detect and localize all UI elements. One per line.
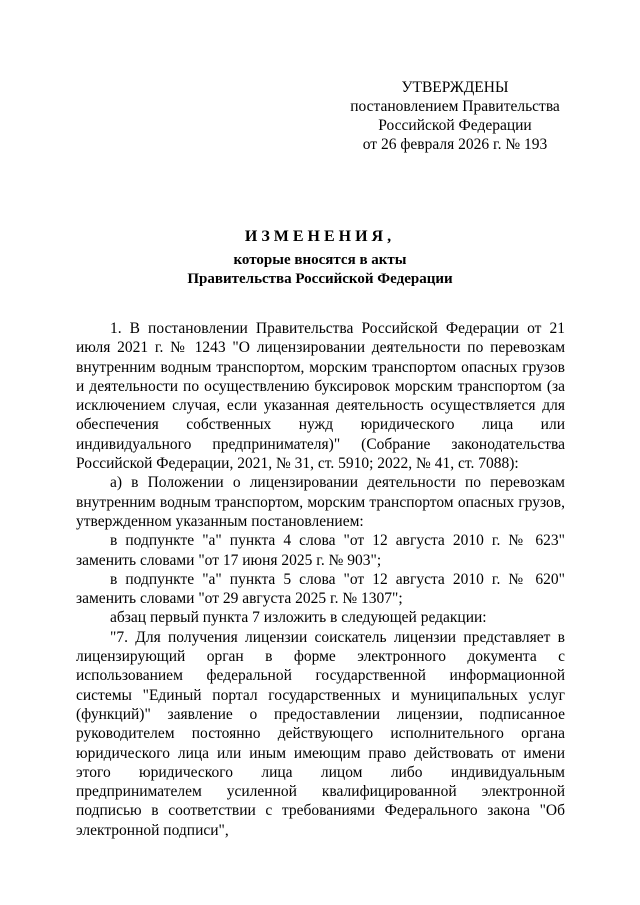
body-paragraph: абзац первый пункта 7 изложить в следующей редакции:	[110, 609, 487, 627]
body-paragraph: в подпункте "а" пункта 4 слова "от 12 августа 2010 г. № 623" заменить словами "от 17 июня 2025 г. № 903";	[76, 532, 565, 569]
approval-date-line: от 26 февраля 2026 г. № 193	[362, 136, 548, 153]
document-title: ИЗМЕНЕНИЯ,	[244, 228, 396, 245]
document-subtitle	[0, 251, 640, 289]
body-paragraph: а) в Положении о лицензировании деятельности по перевозкам внутренним водным транспортом, морским транспортом опасных грузов, утвержденном указанным постановлением:	[76, 474, 565, 530]
body-paragraph: 1. В постановлении Правительства Российской Федерации от 21 июля 2021 г. № 1243 "О лицензировании деятельности по перевозкам внутренним водным транспортом, морским транспортом опасных грузов и деятельности по осуществлению буксировок морским транспортом (за исключением случая, если указанная деятельность осуществляется для обеспечения собственных нужд юридического лица или индивидуального предпринимателя)" (Собрание законодательства Российской Федерации, 2021, № 31, ст. 5910; 2022, № 41, ст. 7088):	[76, 320, 565, 473]
body-paragraph: "7. Для получения лицензии соискатель лицензии представляет в лицензирующий орган в форме электронного документа с использованием федеральной государственной информационной системы "Единый портал государственных и муниципальных услуг (функций)" заявление о предоставлении лицензии, подписанное руководителем постоянно действующего исполнительного органа юридического лица или иным имеющим право действовать от имени этого юридического лица лицом либо индивидуальным предпринимателем усиленной квалифицированной электронной подписью в соответствии с требованиями Федерального закона "Об электронной подписи",	[76, 628, 565, 839]
approval-stamp	[340, 78, 570, 154]
subtitle-line: которые вносятся в акты	[233, 252, 407, 268]
approval-line: постановлением Правительства	[350, 98, 560, 115]
approval-line: Российской Федерации	[378, 117, 532, 134]
document-body	[76, 319, 565, 840]
body-paragraph: в подпункте "а" пункта 5 слова "от 12 августа 2010 г. № 620" заменить словами "от 29 августа 2025 г. № 1307";	[76, 570, 565, 608]
approval-heading: УТВЕРЖДЕНЫ	[401, 79, 509, 96]
subtitle-line: Правительства Российской Федерации	[187, 271, 453, 287]
